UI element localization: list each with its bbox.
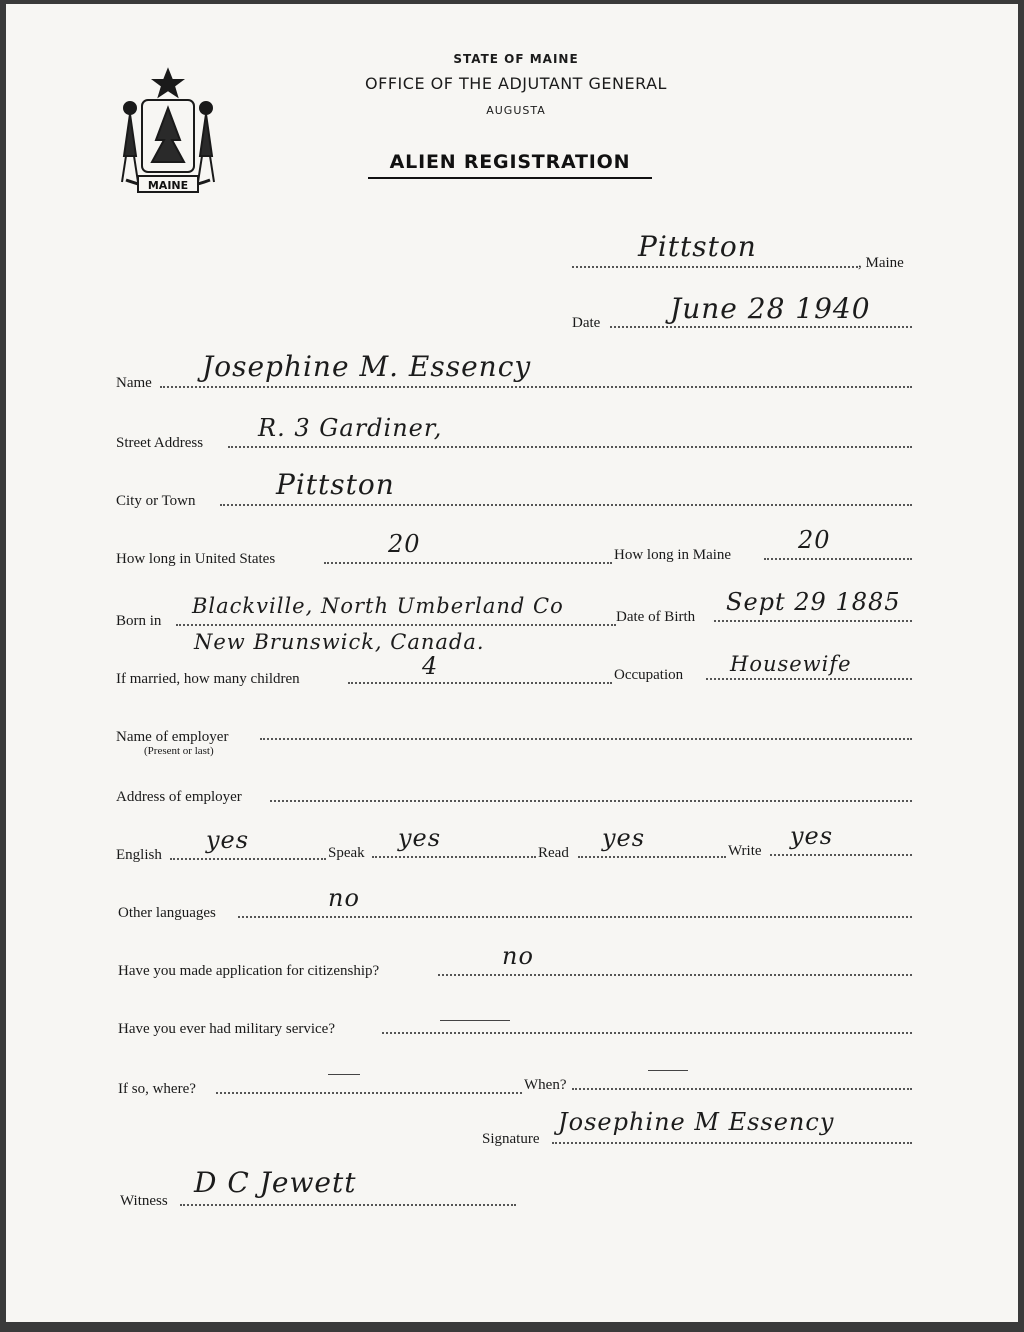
city-label: City or Town: [116, 493, 196, 509]
citizenship-line: [438, 974, 912, 976]
military-line: [382, 1032, 912, 1034]
street-line: [228, 446, 912, 448]
name-label: Name: [116, 375, 152, 391]
employer-note: (Present or last): [144, 745, 214, 757]
employer-line: [260, 738, 912, 740]
when-label: When?: [524, 1077, 567, 1093]
dob-label: Date of Birth: [616, 609, 696, 625]
maine-seal-icon: [112, 66, 224, 202]
speak-line: [372, 856, 536, 858]
street-value: R. 3 Gardiner,: [258, 414, 443, 442]
form-title: ALIEN REGISTRATION: [368, 151, 652, 179]
other-languages-label: Other languages: [118, 905, 216, 921]
state-heading: STATE OF MAINE: [453, 52, 579, 66]
us-value: 20: [388, 530, 421, 558]
witness-label: Witness: [120, 1193, 168, 1209]
town-line: [572, 266, 858, 268]
where-dash: [328, 1074, 360, 1075]
us-line: [324, 562, 612, 564]
military-dash: [440, 1020, 510, 1021]
children-value: 4: [422, 652, 439, 680]
children-label: If married, how many children: [116, 671, 300, 687]
town-suffix-label: , Maine: [858, 255, 904, 271]
date-line: [610, 326, 912, 328]
date-label: Date: [572, 315, 601, 331]
write-label: Write: [728, 843, 762, 859]
english-label: English: [116, 847, 162, 863]
office-heading: OFFICE OF THE ADJUTANT GENERAL: [365, 74, 667, 93]
dob-value: Sept 29 1885: [726, 588, 901, 616]
signature-line: [552, 1142, 912, 1144]
maine-label: How long in Maine: [614, 547, 732, 563]
read-label: Read: [538, 845, 569, 861]
occupation-value: Housewife: [730, 652, 852, 676]
street-label: Street Address: [116, 435, 204, 451]
signature-label: Signature: [482, 1131, 540, 1147]
town-value: Pittston: [638, 230, 757, 263]
occupation-label: Occupation: [614, 667, 684, 683]
read-value: yes: [602, 824, 646, 852]
employer-label: Name of employer: [116, 729, 229, 745]
maine-value: 20: [798, 526, 831, 554]
city-line: [220, 504, 912, 506]
born-label: Born in: [116, 613, 162, 629]
born-line: [176, 624, 616, 626]
other-languages-value: no: [328, 884, 360, 912]
signature-value: Josephine M Essency: [558, 1108, 835, 1136]
employer-address-line: [270, 800, 912, 802]
date-value: June 28 1940: [670, 292, 871, 325]
children-line: [348, 682, 612, 684]
speak-value: yes: [398, 824, 442, 852]
city-value: Pittston: [276, 468, 395, 501]
where-line: [216, 1092, 522, 1094]
born-value-line1: Blackville, North Umberland Co: [192, 594, 564, 618]
write-line: [770, 854, 912, 856]
svg-text:MAINE: MAINE: [147, 179, 189, 192]
registration-form: [6, 4, 1018, 1322]
employer-address-label: Address of employer: [116, 789, 242, 805]
when-line: [572, 1088, 912, 1090]
military-label: Have you ever had military service?: [118, 1021, 335, 1037]
witness-value: D C Jewett: [194, 1166, 357, 1199]
dob-line: [714, 620, 912, 622]
born-value-line2: New Brunswick, Canada.: [194, 630, 485, 654]
name-value: Josephine M. Essency: [202, 350, 532, 383]
citizenship-label: Have you made application for citizenship?: [118, 963, 380, 979]
where-label: If so, where?: [118, 1081, 196, 1097]
english-line: [170, 858, 326, 860]
occupation-line: [706, 678, 912, 680]
maine-line: [764, 558, 912, 560]
speak-label: Speak: [328, 845, 365, 861]
when-dash: [648, 1070, 688, 1071]
name-line: [160, 386, 912, 388]
witness-line: [180, 1204, 516, 1206]
read-line: [578, 856, 726, 858]
us-label: How long in United States: [116, 551, 276, 567]
citizenship-value: no: [502, 942, 534, 970]
other-languages-line: [238, 916, 912, 918]
city-heading: AUGUSTA: [486, 104, 546, 117]
english-value: yes: [206, 826, 250, 854]
write-value: yes: [790, 822, 834, 850]
